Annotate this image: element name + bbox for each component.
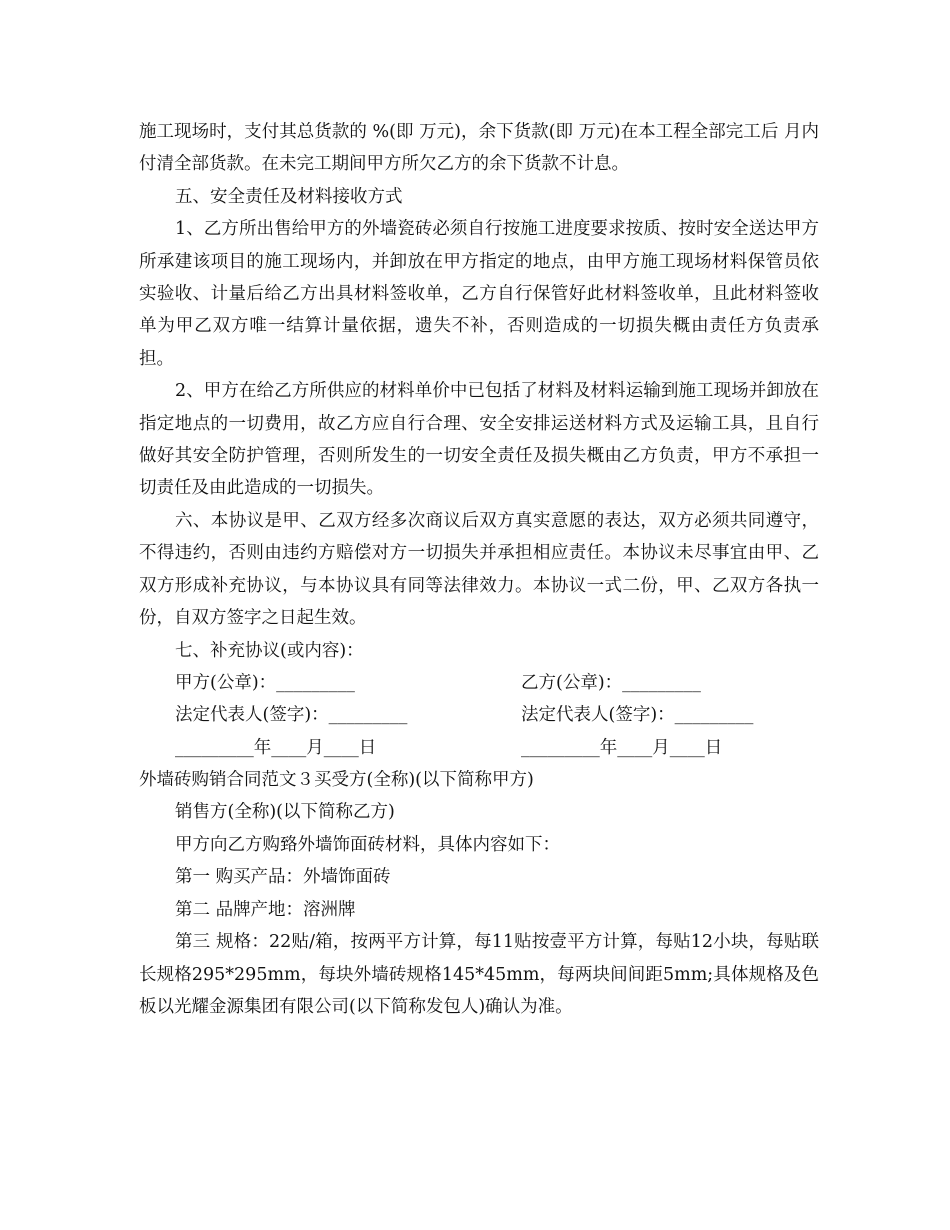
- payment-paragraph: 施工现场时，支付其总货款的 %(即 万元)，余下货款(即 万元)在本工程全部完工后 月内付清全部货款。在未完工期间甲方所欠乙方的余下货款不计息。: [139, 122, 819, 175]
- representative-row: [139, 699, 819, 731]
- item-three: 第三 规格：22贴/箱，按两平方计算，每11贴按壹平方计算，每贴12小块，每贴联长规格295*295mm，每块外墙砖规格145*45mm，每两块间间距5mm;具体规格及色板以光耀金源集团有限公司(以下简称发包人)确认为准。: [139, 932, 819, 1017]
- section-five-heading: 五、安全责任及材料接收方式: [175, 186, 403, 207]
- seller-line: 销售方(全称)(以下简称乙方): [175, 802, 395, 823]
- section-seven-heading: 七、补充协议(或内容)：: [175, 640, 364, 661]
- party-b-representative-field: 法定代表人(签字)：_________: [521, 705, 754, 726]
- seal-row: [139, 667, 819, 699]
- item-one: 第一 购买产品：外墙饰面砖: [175, 867, 391, 888]
- party-b-seal-field: 乙方(公章)：_________: [521, 672, 701, 693]
- section-five-clause-2: 2、甲方在给乙方所供应的材料单价中已包括了材料及材料运输到施工现场并卸放在指定地点的一切费用，故乙方应自行合理、安全安排运送材料方式及运输工具，且自行做好其安全防护管理，否则所发生的一切安全责任及损失概由乙方负责，甲方不承担一切责任及由此造成的一切损失。: [139, 381, 819, 499]
- buyer-line: 买受方(全称)(以下简称甲方): [314, 770, 534, 791]
- party-b-date-field: _________年____月____日: [521, 737, 723, 758]
- date-row: [139, 732, 819, 764]
- document-body: [139, 116, 819, 1023]
- party-a-date-field: _________年____月____日: [175, 737, 377, 758]
- template-title: 外墙砖购销合同范文３: [139, 770, 314, 791]
- intro-line: 甲方向乙方购臵外墙饰面砖材料，具体内容如下：: [175, 834, 560, 855]
- party-a-representative-field: 法定代表人(签字)：_________: [175, 705, 408, 726]
- item-two: 第二 品牌产地：溶洲牌: [175, 899, 356, 920]
- template-title-row: [139, 764, 819, 796]
- section-six-paragraph: 六、本协议是甲、乙双方经多次商议后双方真实意愿的表达，双方必须共同遵守，不得违约，否则由违约方赔偿对方一切损失并承担相应责任。本协议未尽事宜由甲、乙双方形成补充协议，与本协议具有同等法律效力。本协议一式二份，甲、乙双方各执一份，自双方签字之日起生效。: [139, 510, 819, 629]
- party-a-seal-field: 甲方(公章)：_________: [175, 672, 355, 693]
- section-five-clause-1: 1、乙方所出售给甲方的外墙瓷砖必须自行按施工进度要求按质、按时安全送达甲方所承建该项目的施工现场内，并卸放在甲方指定的地点，由甲方施工现场材料保管员依实验收、计量后给乙方出具材料签收单，乙方自行保管好此材料签收单，且此材料签收单为甲乙双方唯一结算计量依据，遗失不补，否则造成的一切损失概由责任方负责承担。: [139, 219, 819, 369]
